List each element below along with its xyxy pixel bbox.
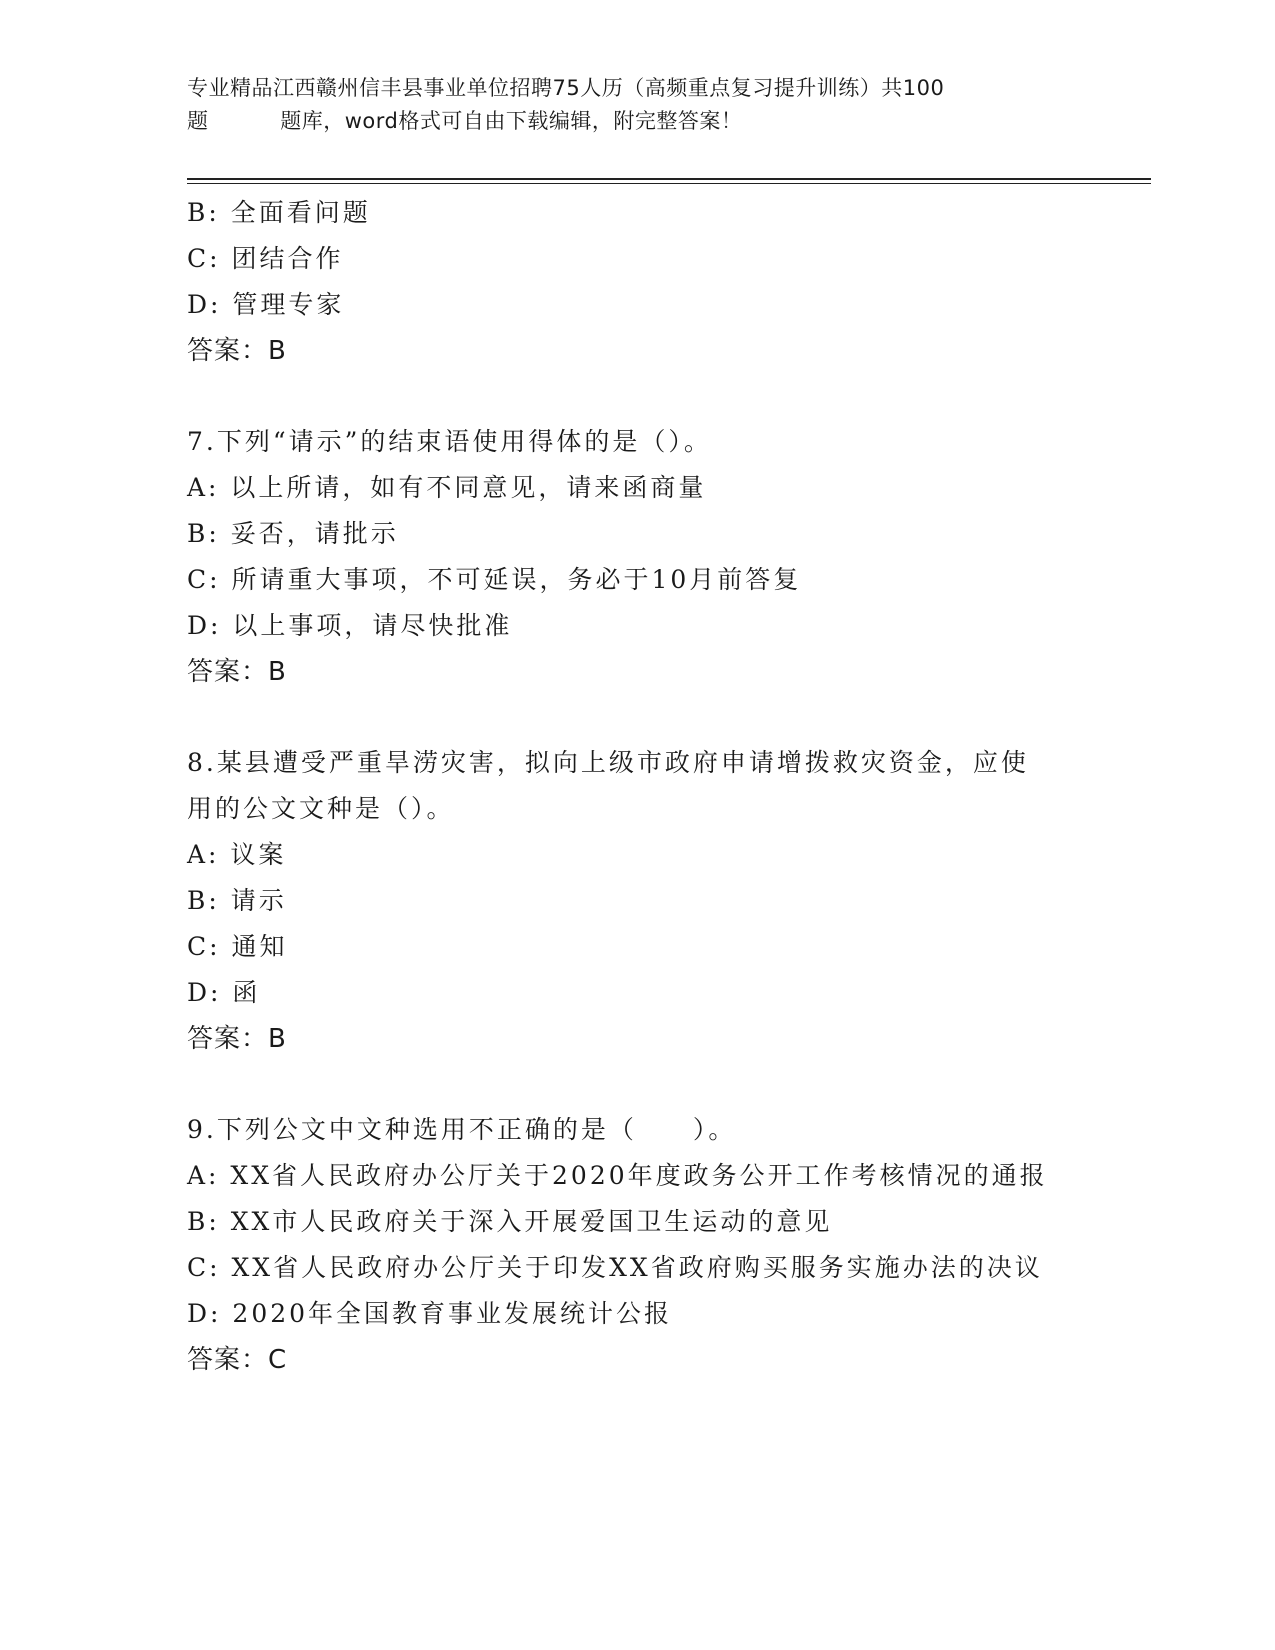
- question-content: [187, 190, 1087, 1383]
- option-b: B: 妥否，请批示: [187, 519, 399, 548]
- header-line-2: 题 题库，word格式可自由下载编辑，附完整答案！: [187, 109, 743, 133]
- option-d: D: 管理专家: [187, 290, 345, 319]
- option-c: C: 通知: [187, 932, 288, 961]
- answer-line: 答案：B: [187, 1024, 287, 1054]
- option-b: B: 请示: [187, 886, 287, 915]
- option-c: C: 所请重大事项，不可延误，务必于10月前答复: [187, 565, 802, 594]
- page-header: [187, 72, 1067, 138]
- header-rule-thin: [187, 183, 1151, 184]
- question-stem: 8.某县遭受严重旱涝灾害，拟向上级市政府申请增拨救灾资金，应使: [187, 748, 1029, 777]
- answer-line: 答案：B: [187, 657, 287, 687]
- question-8: [187, 740, 1087, 1062]
- option-d: D: 以上事项，请尽快批准: [187, 611, 513, 640]
- question-stem-continued: 用的公文文种是（）。: [187, 794, 455, 823]
- answer-line: 答案：B: [187, 336, 287, 366]
- option-c: C: 团结合作: [187, 244, 344, 273]
- question-6-tail: [187, 190, 1087, 374]
- option-b: B: XX市人民政府关于深入开展爱国卫生运动的意见: [187, 1207, 833, 1236]
- option-a: A: 议案: [187, 840, 287, 869]
- option-a: A: 以上所请，如有不同意见，请来函商量: [187, 473, 707, 502]
- header-line-1: 专业精品江西赣州信丰县事业单位招聘75人历（高频重点复习提升训练）共100: [187, 76, 945, 100]
- option-b: B: 全面看问题: [187, 198, 371, 227]
- option-c: C: XX省人民政府办公厅关于印发XX省政府购买服务实施办法的决议: [187, 1253, 1043, 1282]
- question-stem: 7.下列“请示”的结束语使用得体的是（）。: [187, 427, 712, 456]
- option-a: A: XX省人民政府办公厅关于2020年度政务公开工作考核情况的通报: [187, 1161, 1048, 1190]
- option-d: D: 函: [187, 978, 261, 1007]
- option-d: D: 2020年全国教育事业发展统计公报: [187, 1299, 673, 1328]
- answer-line: 答案：C: [187, 1345, 288, 1375]
- question-9: [187, 1107, 1087, 1383]
- question-stem: 9.下列公文中文种选用不正确的是（ ）。: [187, 1115, 737, 1144]
- header-rule-thick: [187, 178, 1151, 180]
- question-7: [187, 419, 1087, 695]
